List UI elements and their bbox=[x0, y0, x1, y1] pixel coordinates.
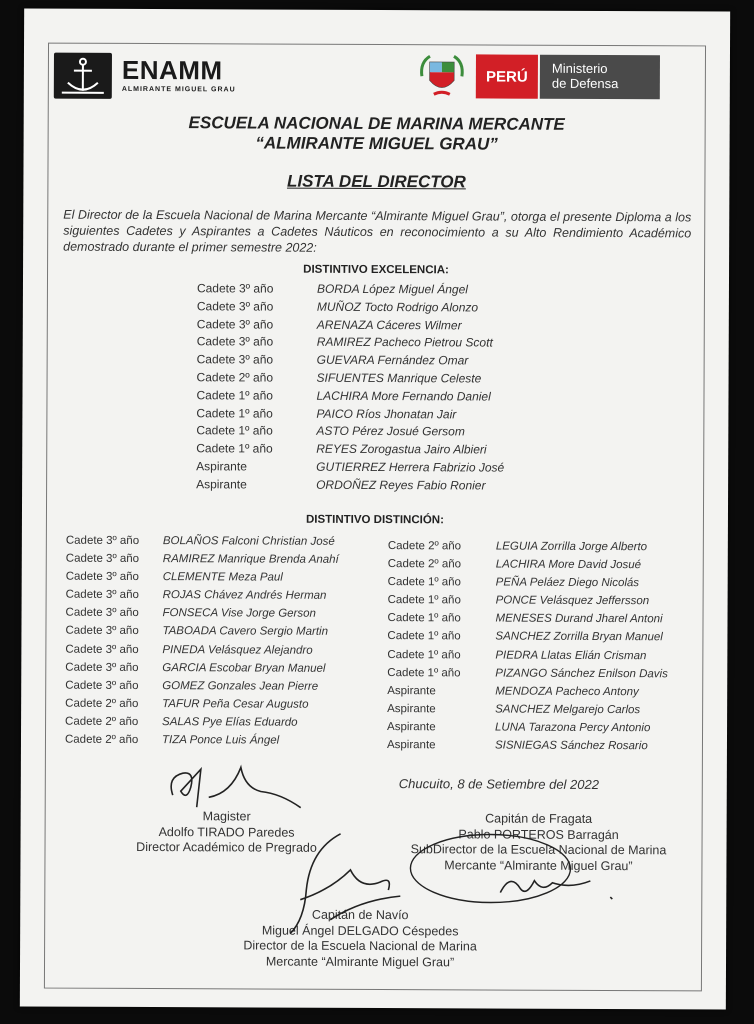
list-item bbox=[388, 540, 708, 559]
cadet-name: LEGUIA Zorrilla Jorge Alberto bbox=[495, 540, 648, 554]
list-item bbox=[65, 679, 385, 698]
signatory-left bbox=[106, 809, 346, 857]
rank-label: Cadete 3º año bbox=[196, 299, 274, 314]
cadet-name: TABOADA Cavero Sergio Martin bbox=[162, 625, 329, 639]
list-item bbox=[65, 607, 385, 626]
rank-label: Cadete 3º año bbox=[65, 552, 140, 566]
cadet-name: LACHIRA More David Josué bbox=[495, 558, 642, 572]
cadet-name: PIZANGO Sánchez Enilson Davis bbox=[495, 667, 668, 680]
list-item bbox=[387, 685, 707, 704]
distincion-heading: DISTINTIVO DISTINCIÓN: bbox=[305, 513, 444, 527]
list-item bbox=[65, 643, 385, 662]
cadet-name: SISNIEGAS Sánchez Rosario bbox=[494, 739, 648, 753]
cadet-name: PINEDA Velásquez Alejandro bbox=[162, 643, 313, 657]
signatory-center-role-1: Director de la Escuela Nacional de Marina bbox=[243, 938, 477, 954]
rank-label: Cadete 2º año bbox=[387, 558, 462, 571]
ministry-label bbox=[540, 55, 660, 100]
list-item bbox=[65, 697, 385, 716]
cadet-name: PAICO Ríos Jhonatan Jair bbox=[316, 406, 457, 421]
signatory-right-name: Pablo PORTEROS Barragán bbox=[458, 826, 619, 842]
signatory-right-title: Capitán de Fragata bbox=[485, 811, 593, 826]
cadet-name: SANCHEZ Zorrilla Bryan Manuel bbox=[495, 630, 663, 644]
rank-label: Cadete 3º año bbox=[65, 534, 140, 547]
list-item bbox=[197, 317, 557, 336]
enamm-logo-text: ENAMM bbox=[121, 54, 223, 86]
cadet-name: GOMEZ Gonzales Jean Pierre bbox=[162, 679, 319, 693]
rank-label: Cadete 3º año bbox=[65, 643, 139, 656]
signatory-left-name: Adolfo TIRADO Paredes bbox=[158, 824, 295, 840]
rank-label: Cadete 1º año bbox=[387, 630, 461, 643]
signatory-center-role-2: Mercante “Almirante Miguel Grau” bbox=[265, 954, 455, 969]
list-item bbox=[387, 649, 707, 668]
list-item bbox=[66, 535, 386, 554]
cadet-name: BORDA López Miguel Ángel bbox=[316, 281, 468, 297]
distincion-list-left bbox=[65, 535, 386, 754]
signatory-center-name: Miguel Ángel DELGADO Céspedes bbox=[261, 923, 459, 938]
rank-label: Cadete 3º año bbox=[65, 661, 139, 674]
anchor-icon bbox=[54, 53, 112, 99]
page-heading: LISTA DEL DIRECTOR bbox=[286, 171, 466, 192]
distincion-list-right bbox=[387, 540, 708, 759]
excelencia-heading: DISTINTIVO EXCELENCIA: bbox=[303, 263, 449, 277]
rank-label: Cadete 1º año bbox=[387, 666, 461, 680]
rank-label: Cadete 1º año bbox=[387, 648, 461, 661]
list-item bbox=[196, 459, 556, 478]
rank-label: Cadete 3º año bbox=[65, 607, 139, 620]
list-item bbox=[65, 625, 385, 644]
signatory-right-role-2: Mercante “Almirante Miguel Grau” bbox=[444, 857, 633, 873]
cadet-name: FONSECA Vise Jorge Gerson bbox=[162, 607, 316, 621]
ministry-line1: Ministerio bbox=[551, 60, 608, 77]
rank-label: Cadete 3º año bbox=[196, 352, 274, 367]
list-item bbox=[197, 281, 557, 300]
rank-label: Cadete 2º año bbox=[65, 715, 139, 728]
rank-label: Cadete 1º año bbox=[196, 388, 273, 403]
rank-label: Aspirante bbox=[196, 476, 247, 492]
cadet-name: MENESES Durand Jharel Antoni bbox=[495, 612, 663, 626]
document-date: Chucuito, 8 de Setiembre del 2022 bbox=[398, 776, 600, 792]
cadet-name: TAFUR Peña Cesar Augusto bbox=[162, 697, 309, 711]
list-item bbox=[387, 703, 707, 722]
list-item bbox=[65, 661, 385, 680]
rank-label: Cadete 2º año bbox=[387, 540, 462, 553]
rank-label: Cadete 3º año bbox=[65, 625, 139, 638]
list-item bbox=[387, 739, 707, 758]
cadet-name: SALAS Pye Elías Eduardo bbox=[162, 716, 298, 729]
list-item bbox=[388, 558, 708, 577]
list-item bbox=[196, 441, 556, 460]
peru-ministry-logo bbox=[416, 50, 676, 103]
rank-label: Aspirante bbox=[387, 684, 436, 698]
signatory-right-role-1: SubDirector de la Escuela Nacional de Marina bbox=[410, 842, 667, 858]
cadet-name: GARCIA Escobar Bryan Manuel bbox=[162, 661, 326, 675]
rank-label: Cadete 3º año bbox=[196, 281, 274, 296]
rank-label: Cadete 1º año bbox=[387, 576, 461, 589]
cadet-name: LUNA Tarazona Percy Antonio bbox=[495, 721, 651, 735]
cadet-name: MUÑOZ Tocto Rodrigo Alonzo bbox=[316, 299, 479, 315]
cadet-name: PEÑA Peláez Diego Nicolás bbox=[495, 576, 640, 590]
cadet-name: RAMIREZ Manrique Brenda Anahí bbox=[162, 553, 339, 566]
list-item bbox=[196, 477, 556, 496]
rank-label: Cadete 1º año bbox=[196, 405, 273, 421]
excelencia-list bbox=[196, 281, 557, 496]
signatory-center-title: Capitán de Navío bbox=[311, 907, 409, 923]
cadet-name: MENDOZA Pacheco Antony bbox=[495, 685, 639, 698]
list-item bbox=[197, 335, 557, 354]
rank-label: Cadete 2º año bbox=[65, 697, 139, 710]
cadet-name: TIZA Ponce Luis Ángel bbox=[161, 734, 280, 747]
rank-label: Cadete 1º año bbox=[196, 441, 273, 456]
rank-label: Aspirante bbox=[387, 702, 436, 716]
cadet-name: PIEDRA Llatas Elián Crisman bbox=[495, 649, 647, 662]
rank-label: Cadete 1º año bbox=[387, 612, 461, 625]
peru-label: PERÚ bbox=[476, 54, 538, 98]
signatory-center bbox=[210, 907, 510, 970]
document-page bbox=[20, 8, 730, 1009]
enamm-logo-subtext: ALMIRANTE MIGUEL GRAU bbox=[121, 85, 236, 94]
list-item bbox=[388, 594, 708, 613]
cadet-name: REYES Zorogastua Jairo Albieri bbox=[316, 441, 487, 457]
cadet-name: ORDOÑEZ Reyes Fabio Ronier bbox=[316, 477, 486, 493]
school-title: ESCUELA NACIONAL DE MARINA MERCANTE bbox=[188, 113, 565, 134]
cadet-name: RAMIREZ Pacheco Pietrou Scott bbox=[316, 335, 493, 350]
rank-label: Aspirante bbox=[386, 739, 436, 752]
signatory-right bbox=[388, 811, 688, 874]
list-item bbox=[387, 631, 707, 650]
list-item bbox=[196, 406, 556, 425]
rank-label: Cadete 3º año bbox=[196, 334, 274, 349]
list-item bbox=[387, 721, 707, 740]
cadet-name: CLEMENTE Meza Paul bbox=[162, 571, 283, 584]
cadet-name: LACHIRA More Fernando Daniel bbox=[316, 388, 491, 404]
list-item bbox=[197, 352, 557, 371]
list-item bbox=[65, 716, 385, 735]
school-subtitle: “ALMIRANTE MIGUEL GRAU” bbox=[255, 133, 498, 154]
rank-label: Cadete 3º año bbox=[196, 316, 274, 332]
list-item bbox=[388, 576, 708, 595]
enamm-logo bbox=[54, 53, 254, 102]
signatory-left-role: Director Académico de Pregrado bbox=[136, 839, 317, 855]
cadet-name: ROJAS Chávez Andrés Herman bbox=[162, 589, 327, 603]
cadet-name: PONCE Velásquez Jeffersson bbox=[495, 594, 650, 608]
ministry-line2: de Defensa bbox=[551, 75, 619, 92]
rank-label: Cadete 1º año bbox=[196, 423, 273, 438]
rank-label: Cadete 3º año bbox=[65, 588, 139, 602]
rank-label: Cadete 2º año bbox=[64, 733, 139, 747]
list-item bbox=[66, 553, 386, 572]
list-item bbox=[66, 571, 386, 590]
list-item bbox=[387, 667, 707, 686]
list-item bbox=[196, 388, 556, 407]
list-item bbox=[197, 299, 557, 318]
rank-label: Cadete 2º año bbox=[196, 370, 274, 385]
rank-label: Cadete 1º año bbox=[387, 594, 461, 607]
rank-label: Aspirante bbox=[387, 720, 436, 734]
cadet-name: GUTIERREZ Herrera Fabrizio José bbox=[316, 459, 505, 475]
list-item bbox=[387, 612, 707, 631]
cadet-name: GUEVARA Fernández Omar bbox=[316, 352, 469, 368]
list-item bbox=[65, 734, 385, 753]
list-item bbox=[66, 589, 386, 608]
cadet-name: SIFUENTES Manrique Celeste bbox=[316, 370, 482, 386]
list-item bbox=[196, 424, 556, 443]
cadet-name: ARENAZA Cáceres Wilmer bbox=[316, 317, 462, 332]
rank-label: Cadete 3º año bbox=[65, 679, 139, 692]
signatory-left-title: Magister bbox=[202, 809, 251, 824]
intro-paragraph: El Director de la Escuela Nacional de Marina Mercante “Almirante Miguel Grau”, otorga el presente Diploma a los siguientes Cadetes y Aspirantes a Cadetes Náuticos en reconocimiento a su Alto Rendimiento Académico demostrado durante el primer semestre 2022: bbox=[63, 207, 692, 255]
cadet-name: ASTO Pérez Josué Gersom bbox=[316, 424, 465, 439]
rank-label: Cadete 3º año bbox=[65, 570, 139, 584]
rank-label: Aspirante bbox=[196, 459, 247, 474]
cadet-name: SANCHEZ Melgarejo Carlos bbox=[495, 703, 641, 717]
list-item bbox=[197, 370, 557, 389]
cadet-name: BOLAÑOS Falconi Christian José bbox=[162, 535, 335, 548]
coat-of-arms-icon bbox=[416, 50, 468, 100]
